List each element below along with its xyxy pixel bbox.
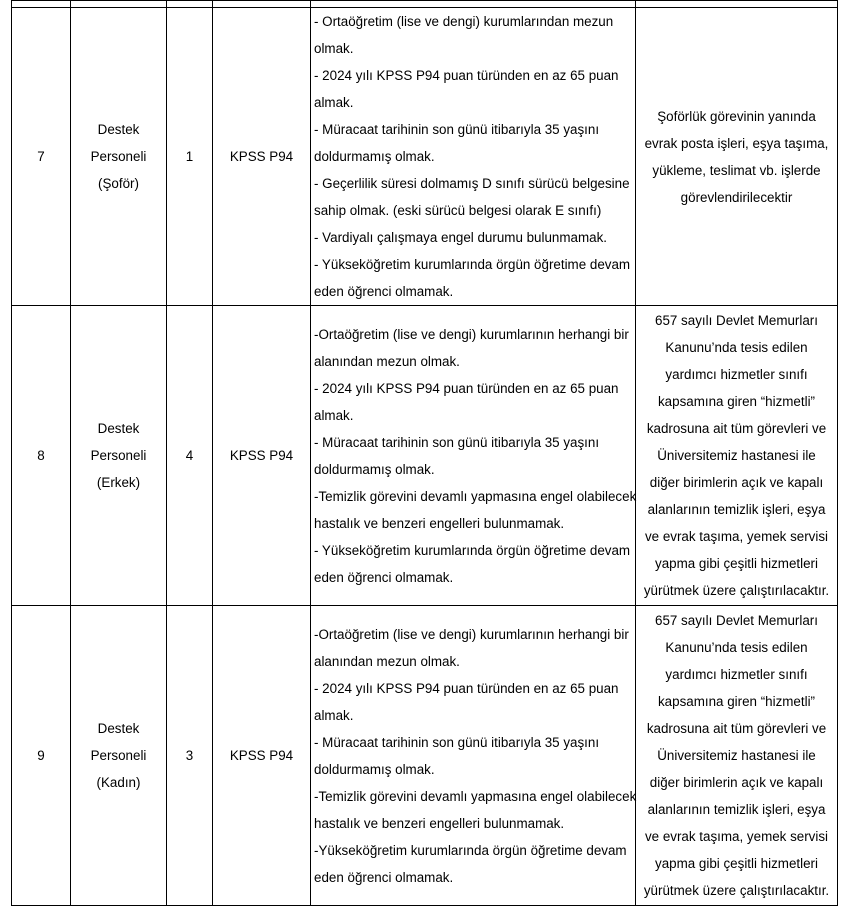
position-title-line: (Kadın) [96,775,141,790]
requirements-cell [311,8,636,306]
position-title [71,8,167,306]
duty-line: diğer birimlerin açık ve kapalı [649,775,824,790]
requirement-line: olmak. [314,41,354,56]
position-title-line: Personeli [90,448,147,463]
requirement-line: - Vardiyalı çalışmaya engel durumu bulunmamak. [314,230,607,245]
duty-line: alanlarının temizlik işleri, eşya [647,502,826,517]
requirement-line: -Yükseköğretim kurumlarında örgün öğretime devam [314,842,627,858]
duty-line: evrak posta işleri, eşya taşıma, [644,135,829,151]
position-title-line: Personeli [90,748,147,763]
duty-line: ve evrak taşıma, yemek servisi [644,829,829,844]
duty-line: yardımcı hizmetler sınıfı [665,367,808,382]
position-title-line: (Şoför) [98,176,139,191]
position-title [71,606,167,906]
duty-line: yükleme, teslimat vb. işlerde [652,162,821,178]
requirement-line: sahip olmak. (eski sürücü belgesi olarak E sınıfı) [314,203,602,218]
requirement-line: - Müracaat tarihinin son günü itibarıyla 35 yaşını [314,734,600,750]
requirement-line: doldurmamış olmak. [314,761,435,777]
duty-line: Şoförlük görevinin yanında [657,108,816,124]
duty-line: Kanunu’nda tesis edilen [665,640,808,655]
requirement-line: eden öğrenci olmamak. [314,569,454,585]
duty-line: Kanunu’nda tesis edilen [665,340,808,355]
table-row-cut-off [12,1,838,8]
exam-type: KPSS P94 [213,606,311,906]
requirement-line: - Geçerlilik süresi dolmamış D sınıfı sürücü belgesine [314,176,630,191]
requirement-line: -Ortaöğretim (lise ve dengi) kurumlarının herhangi bir [314,326,629,342]
requirement-line: doldurmamış olmak. [314,461,435,477]
exam-type: KPSS P94 [213,8,311,306]
requirements-cell [311,606,636,906]
duty-line: kapsamına giren “hizmetli” [657,394,816,409]
duty-line: ve evrak taşıma, yemek servisi [644,529,829,544]
requirement-line: almak. [314,707,354,723]
position-title-line: (Erkek) [96,475,141,490]
duty-line: yürütmek üzere çalıştırılacaktır. [643,583,830,598]
row-number: 7 [12,8,71,306]
table-row [12,606,838,906]
requirement-line: -Ortaöğretim (lise ve dengi) kurumlarının herhangi bir [314,626,629,642]
requirement-line: - 2024 yılı KPSS P94 puan türünden en az 65 puan [314,680,619,696]
exam-type: KPSS P94 [213,306,311,606]
duty-line: Üniversitemiz hastanesi ile [657,448,816,463]
duty-line: kadrosuna ait tüm görevleri ve [646,721,827,736]
positions-table [11,0,838,906]
requirement-line: alanından mezun olmak. [314,353,460,369]
position-title-line: Destek [97,721,140,736]
row-number: 8 [12,306,71,606]
requirement-line: - Yükseköğretim kurumlarında örgün öğretime devam [314,542,631,558]
duty-line: kadrosuna ait tüm görevleri ve [646,421,827,436]
duty-line: kapsamına giren “hizmetli” [657,694,816,709]
duty-line: yapma gibi çeşitli hizmetleri [655,556,818,571]
requirement-line: doldurmamış olmak. [314,149,435,164]
duties-cell [636,8,838,306]
requirement-line: - Ortaöğretim (lise ve dengi) kurumlarından mezun [314,14,614,29]
table-row [12,8,838,306]
duty-line: yürütmek üzere çalıştırılacaktır. [643,883,830,898]
requirement-line: - Müracaat tarihinin son günü itibarıyla 35 yaşını [314,434,600,450]
position-count: 1 [167,8,213,306]
duty-line: 657 sayılı Devlet Memurları [655,313,818,328]
requirement-line: eden öğrenci olmamak. [314,284,454,299]
duty-line: görevlendirilecektir [680,189,793,205]
requirement-line: - 2024 yılı KPSS P94 puan türünden en az 65 puan [314,380,619,396]
position-title-line: Personeli [90,149,147,164]
requirement-line: eden öğrenci olmamak. [314,869,454,885]
duties-cell [636,306,838,606]
requirement-line: -Temizlik görevini devamlı yapmasına engel olabilecek [314,788,637,804]
duty-line: 657 sayılı Devlet Memurları [655,613,818,628]
duty-line: yapma gibi çeşitli hizmetleri [655,856,818,871]
duty-line: diğer birimlerin açık ve kapalı [649,475,824,490]
position-title-line: Destek [97,122,140,137]
position-count: 3 [167,606,213,906]
requirement-line: - 2024 yılı KPSS P94 puan türünden en az 65 puan [314,68,619,83]
table-row [12,306,838,606]
position-count: 4 [167,306,213,606]
duties-cell [636,606,838,906]
position-title-line: Destek [97,421,140,436]
requirement-line: - Müracaat tarihinin son günü itibarıyla 35 yaşını [314,122,600,137]
requirement-line: - Yükseköğretim kurumlarında örgün öğretime devam [314,257,631,272]
duty-line: yardımcı hizmetler sınıfı [665,667,808,682]
requirement-line: almak. [314,95,354,110]
requirement-line: alanından mezun olmak. [314,653,460,669]
duty-line: Üniversitemiz hastanesi ile [657,748,816,763]
requirement-line: almak. [314,407,354,423]
position-title [71,306,167,606]
requirement-line: hastalık ve benzeri engelleri bulunmamak. [314,815,565,831]
requirement-line: hastalık ve benzeri engelleri bulunmamak. [314,515,565,531]
requirement-line: -Temizlik görevini devamlı yapmasına engel olabilecek [314,488,637,504]
row-number: 9 [12,606,71,906]
requirements-cell [311,306,636,606]
duty-line: alanlarının temizlik işleri, eşya [647,802,826,817]
